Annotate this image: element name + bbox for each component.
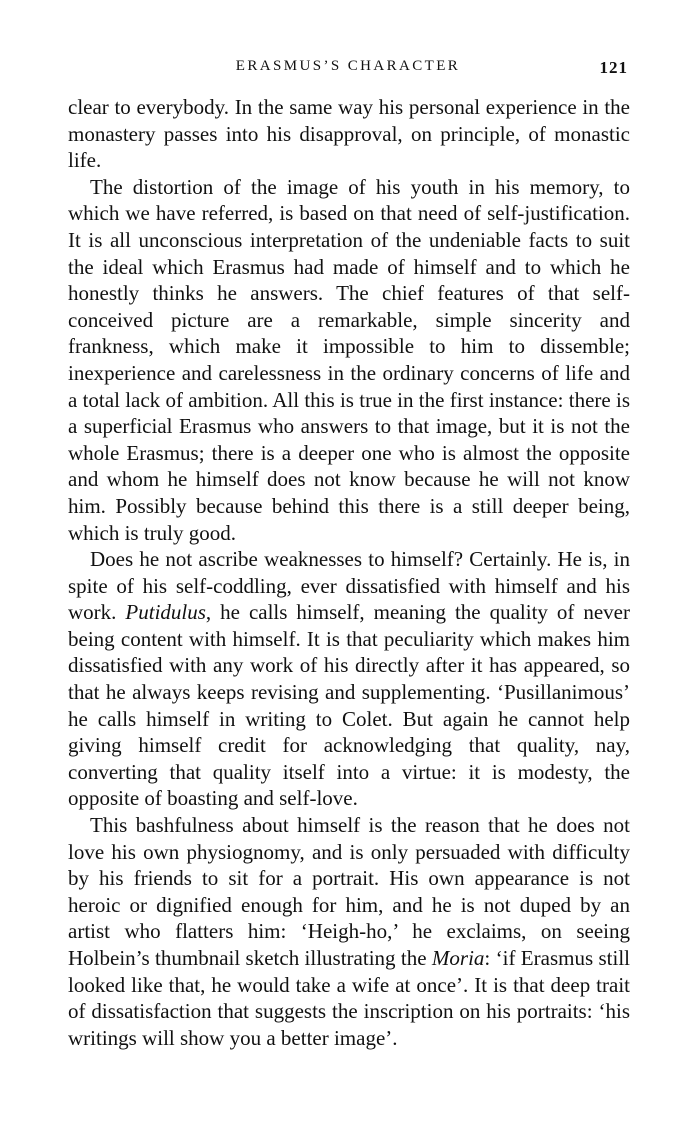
paragraph-4 (68, 812, 630, 1051)
paragraph-4-text-before: This bashfulness about himself is the reason that he does not love his own physiognomy, and is only persuaded with difficulty by his friends to sit for a portrait. His own appearance is not heroic or dignified enough for him, and he is not duped by an artist who flatters him: ‘Heigh-ho,’ he exclaims, on seeing Holbein’s thumbnail sketch illustrating the (68, 813, 630, 970)
paragraph-4-text-after: : ‘if Erasmus still looked like that, he would take a wife at once’. It is that deep trait of dissatisfaction that suggests the inscription on his portraits: ‘his writings will show you a better image’. (68, 946, 630, 1050)
latin-term-putidulus: Putidulus (125, 600, 206, 625)
body-text (68, 94, 630, 1051)
paragraph-3 (68, 546, 630, 812)
paragraph-2: The distortion of the image of his youth in his memory, to which we have referred, is based on that need of self-justification. It is all unconscious interpretation of the undeniable facts to suit the ideal which Erasmus had made of himself and to which he honestly thinks he answers. The chief features of that self-conceived picture are a remarkable, simple sincerity and frankness, which make it impossible to him to dissemble; inexperience and carelessness in the ordinary concerns of life and a total lack of ambition. All this is true in the first instance: there is a superficial Erasmus who answers to that image, but it is not the whole Erasmus; there is a deeper one who is almost the opposite and whom he himself does not know because he will not know him. Possibly because behind this there is a still deeper being, which is truly good. (68, 174, 630, 545)
paragraph-1: clear to everybody. In the same way his personal experience in the monastery passes into his disapproval, on principle, of monastic life. (68, 95, 630, 173)
book-title-moria: Moria (431, 946, 485, 970)
paragraph-3-text-after: , he calls himself, meaning the quality of never being content with himself. It is that peculiarity which makes him dissatisfied with any work of his directly after it has appeared, so that he always keeps revising and supplementing. ‘Pusillanimous’ he calls himself in writing to Colet. But again he cannot help giving himself credit for acknowledging that quality, nay, converting that quality itself into a virtue: it is modesty, the opposite of boasting and self-love. (68, 600, 630, 811)
paragraph-3-text-before: Does he not ascribe weaknesses to himself? Certainly. He is, in spite of his self-coddling, ever dissatisfied with himself and his work. (68, 547, 630, 625)
page-number: 121 (599, 58, 628, 77)
running-head (68, 58, 628, 82)
running-title: ERASMUS’S CHARACTER (235, 58, 461, 74)
